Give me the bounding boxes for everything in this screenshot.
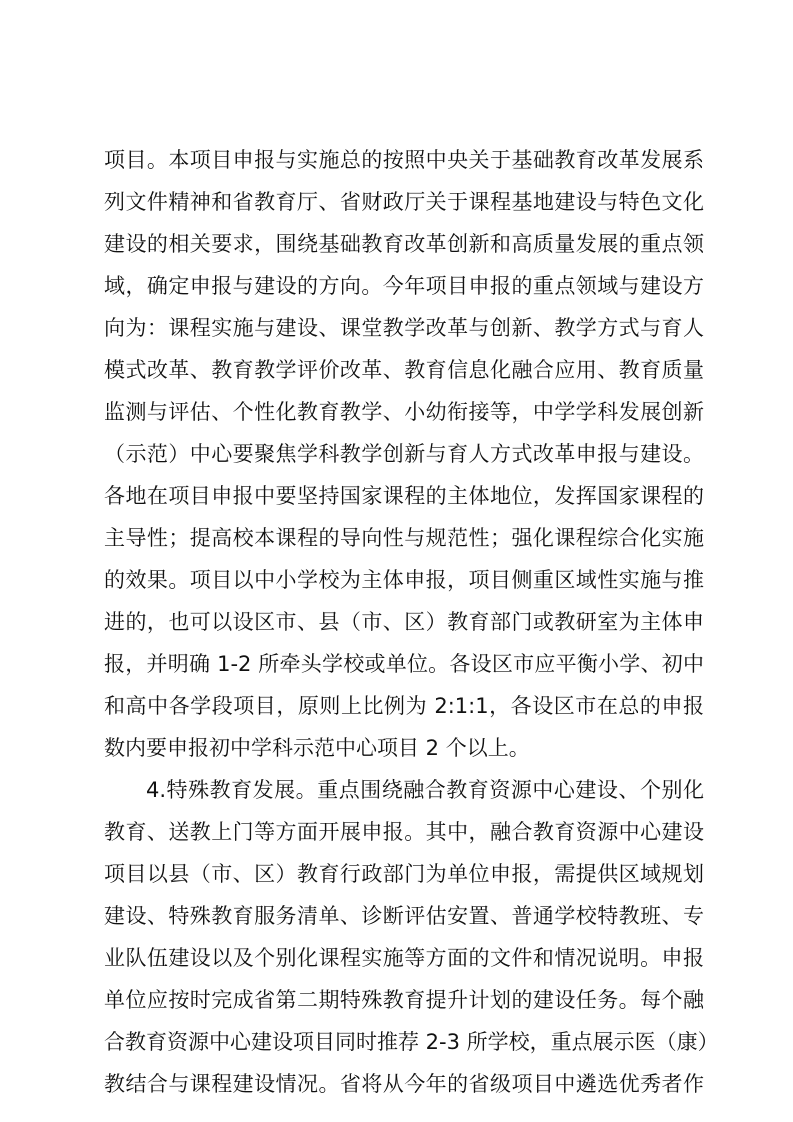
- text-line: 报，并明确 1-2 所牵头学校或单位。各设区市应平衡小学、初中: [104, 652, 704, 676]
- text-line: 各地在项目申报中要坚持国家课程的主体地位，发挥国家课程的: [104, 484, 704, 508]
- text-line: 模式改革、教育教学评价改革、教育信息化融合应用、教育质量: [104, 358, 704, 382]
- text-line: 项目以县（市、区）教育行政部门为单位申报，需提供区域规划: [104, 862, 704, 886]
- text-line: 建设的相关要求，围绕基础教育改革创新和高质量发展的重点领: [104, 232, 704, 256]
- text-line: 项目。本项目申报与实施总的按照中央关于基础教育改革发展系: [104, 148, 704, 172]
- text-line: 数内要申报初中学科示范中心项目 2 个以上。: [104, 736, 530, 760]
- text-line: 向为：课程实施与建设、课堂教学改革与创新、教学方式与育人: [104, 316, 704, 340]
- text-line: 合教育资源中心建设项目同时推荐 2-3 所学校，重点展示医（康）: [104, 1030, 719, 1054]
- text-line: （示范）中心要聚焦学科教学创新与育人方式改革申报与建设。: [104, 442, 704, 466]
- text-line: 建设、特殊教育服务清单、诊断评估安置、普通学校特教班、专: [104, 904, 704, 928]
- text-line: 进的，也可以设区市、县（市、区）教育部门或教研室为主体申: [104, 610, 704, 634]
- text-line: 监测与评估、个性化教育教学、小幼衔接等，中学学科发展创新: [104, 400, 704, 424]
- text-line: 教育、送教上门等方面开展申报。其中，融合教育资源中心建设: [104, 820, 704, 844]
- text-line: 业队伍建设以及个别化课程实施等方面的文件和情况说明。申报: [104, 946, 704, 970]
- text-line: 和高中各学段项目，原则上比例为 2:1:1，各设区市在总的申报: [104, 694, 704, 718]
- text-line: 教结合与课程建设情况。省将从今年的省级项目中遴选优秀者作: [104, 1072, 704, 1096]
- paragraph-first-line: 4.特殊教育发展。重点围绕融合教育资源中心建设、个别化: [146, 778, 704, 802]
- text-line: 列文件精神和省教育厅、省财政厅关于课程基地建设与特色文化: [104, 190, 704, 214]
- text-line: 域，确定申报与建设的方向。今年项目申报的重点领域与建设方: [104, 274, 704, 298]
- text-line: 的效果。项目以中小学校为主体申报，项目侧重区域性实施与推: [104, 568, 704, 592]
- text-line: 单位应按时完成省第二期特殊教育提升计划的建设任务。每个融: [104, 988, 704, 1012]
- text-line: 主导性；提高校本课程的导向性与规范性；强化课程综合化实施: [104, 526, 704, 550]
